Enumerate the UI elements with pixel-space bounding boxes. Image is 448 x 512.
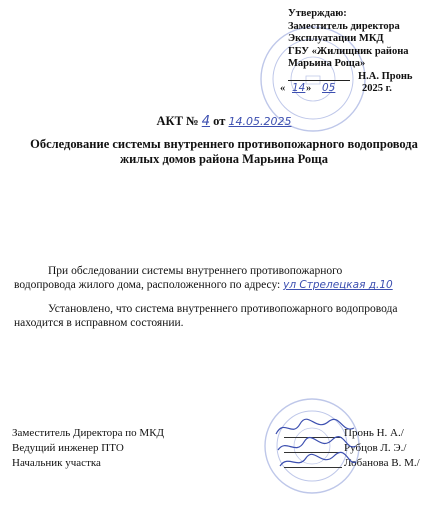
paragraph-inspection bbox=[14, 264, 424, 292]
signatory-titles bbox=[12, 426, 164, 471]
signatory-title-1: Заместитель Директора по МКД bbox=[12, 427, 165, 439]
signature-rule bbox=[288, 80, 350, 81]
act-title bbox=[0, 114, 448, 129]
approval-block bbox=[280, 8, 413, 96]
subject-line-1: Обследование системы внутреннего противопожарного водопровода bbox=[30, 137, 418, 151]
approval-line-4: Марьина Роща» bbox=[288, 58, 366, 69]
approval-heading: Утверждаю: bbox=[288, 8, 347, 19]
subject-line-2: жилых домов района Марьина Роща bbox=[120, 152, 328, 166]
act-date-handwritten: 14.05.2025 bbox=[228, 115, 292, 128]
p1-line-2 bbox=[14, 278, 424, 292]
address-handwritten: ул Стрелецкая д.10 bbox=[283, 279, 393, 291]
approval-line-1: Заместитель директора bbox=[288, 20, 400, 32]
paragraph-conclusion bbox=[14, 302, 424, 330]
signatory-name-2: Рубцов Л. Э./ bbox=[344, 442, 407, 454]
signatory-title-2: Ведущий инженер ПТО bbox=[12, 442, 124, 454]
date-day-handwritten: 14 bbox=[292, 82, 306, 94]
approval-signer: Н.А. Пронь bbox=[358, 70, 413, 82]
approval-signature-line bbox=[288, 70, 413, 84]
date-month-handwritten: 05 bbox=[322, 82, 336, 94]
p1-line-1: При обследовании системы внутреннего противопожарного bbox=[48, 265, 343, 277]
date-close-quote: » bbox=[306, 83, 312, 94]
handwritten-signatures bbox=[270, 408, 360, 476]
date-year: 2025 г. bbox=[362, 83, 392, 94]
approval-line-3: ГБУ «Жилищник района bbox=[288, 45, 409, 57]
act-from: от bbox=[213, 114, 226, 128]
act-prefix: АКТ № bbox=[156, 114, 199, 128]
p2-line-1: Установлено, что система внутреннего противопожарного водопровода bbox=[48, 303, 398, 315]
approval-date bbox=[280, 82, 409, 96]
approval-line-2: Эксплуатации МКД bbox=[288, 33, 384, 44]
signatory-name-1: Пронь Н. А./ bbox=[344, 427, 404, 439]
act-subject bbox=[10, 137, 438, 167]
p2-line-2: находится в исправном состоянии. bbox=[14, 317, 184, 329]
date-open-quote: « bbox=[280, 83, 286, 94]
signatory-title-3: Начальник участка bbox=[12, 457, 101, 469]
signatory-name-3: Лобанова В. М./ bbox=[344, 457, 420, 469]
p1-line-2-text: водопровода жилого дома, расположенного по адресу: bbox=[14, 279, 281, 291]
act-number-handwritten: 4 bbox=[201, 114, 211, 129]
